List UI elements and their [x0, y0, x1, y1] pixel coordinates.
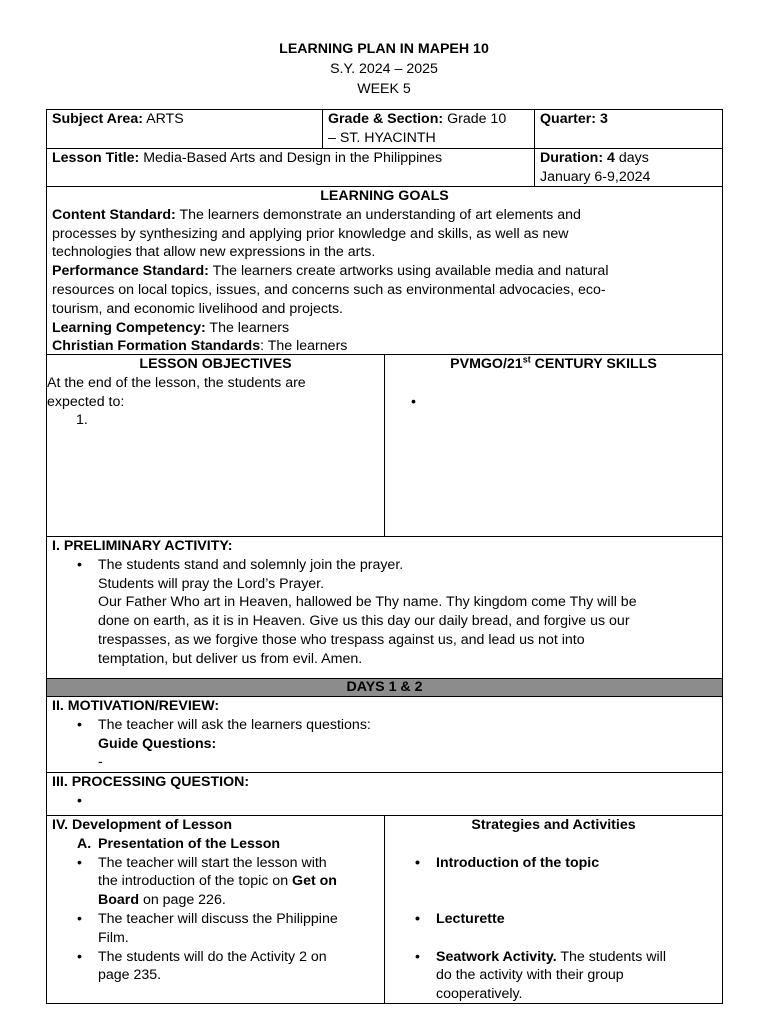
century-skills-cell [384, 354, 723, 537]
skills-heading-a: PVMGO/21 [450, 356, 523, 372]
performance-standard-line: The learners create artworks using available media and natural [212, 263, 609, 280]
grade-value: Grade 10 [447, 111, 507, 127]
preliminary-line: Students will pray the Lord’s Prayer. [98, 575, 325, 592]
learning-competency-label: Learning Competency: [52, 319, 206, 336]
development-text: on page 226. [139, 892, 226, 909]
development-item: • The teacher will start the lesson with [52, 854, 379, 873]
duration-unit: days [618, 150, 649, 166]
seatwork-text: The students will [556, 948, 666, 965]
skills-heading-b: CENTURY SKILLS [530, 356, 657, 372]
learning-goals-cell [46, 186, 723, 355]
lesson-value: Media-Based Arts and Design in the Philippines [143, 150, 443, 166]
grade-label: Grade & Section: [328, 111, 444, 127]
preliminary-heading: I. PRELIMINARY ACTIVITY: [52, 538, 233, 554]
prayer-line: done on earth, as it is in Heaven. Give us this day our daily bread, and forgive us our [98, 613, 630, 630]
week-label: WEEK 5 [357, 81, 411, 97]
lesson-objectives-heading: LESSON OBJECTIVES [139, 356, 292, 372]
quarter-label: Quarter: [540, 111, 596, 127]
motivation-cell [46, 696, 723, 773]
learning-competency-value: The learners [209, 319, 290, 336]
objectives-intro: expected to: [47, 393, 125, 410]
content-standard-line: The learners demonstrate an understanding of art elements and [179, 206, 581, 223]
subject-area-cell [46, 109, 323, 149]
days-bar: DAYS 1 & 2 [46, 678, 723, 697]
strategy-line: do the activity with their group [436, 967, 624, 984]
board-text: Board [98, 892, 139, 909]
content-standard-line: processes by synthesizing and applying prior knowledge and skills, as well as new [52, 225, 569, 242]
development-text: the introduction of the topic on [98, 873, 293, 890]
prayer-line: Our Father Who art in Heaven, hallowed be Thy name. Thy kingdom come Thy will be [98, 594, 637, 611]
performance-standard-label: Performance Standard: [52, 263, 209, 280]
guide-question-dash: - [98, 754, 103, 771]
section-value: – ST. HYACINTH [328, 129, 436, 146]
processing-heading: III. PROCESSING QUESTION: [52, 774, 250, 790]
development-item: • The students will do the Activity 2 on [52, 948, 379, 967]
christian-formation-label: Christian Formation Standards [52, 338, 261, 355]
skills-heading-sup: st [522, 354, 531, 365]
get-on-board-text: Get on [292, 873, 337, 890]
subject-label: Subject Area: [52, 111, 143, 127]
school-year: S.Y. 2024 – 2025 [330, 61, 438, 77]
lesson-objectives-cell [46, 354, 385, 537]
development-line [52, 872, 379, 891]
development-line: Film. [98, 929, 129, 946]
development-heading: IV. Development of Lesson [52, 817, 233, 833]
duration-number: 4 [607, 150, 615, 166]
christian-formation-value: : The learners [260, 338, 348, 355]
development-cell [46, 815, 385, 1004]
development-item: • The teacher will discuss the Philippine [52, 910, 379, 929]
quarter-cell [534, 109, 723, 149]
strategies-heading: Strategies and Activities [471, 817, 636, 833]
performance-standard-line: resources on local topics, issues, and concerns such as environmental advocacies, eco- [52, 281, 606, 298]
plan-title: LEARNING PLAN IN MAPEH 10 [279, 41, 489, 57]
objectives-intro: At the end of the lesson, the students are [47, 374, 306, 391]
content-standard-line: technologies that allow new expressions in the arts. [52, 244, 376, 261]
processing-bullet [52, 792, 717, 811]
lesson-label: Lesson Title: [52, 150, 140, 166]
skills-bullet: • [411, 393, 416, 410]
lesson-title-cell [46, 148, 535, 187]
prayer-line: trespasses, as we forgive those who trespass against us, and lead us not into [98, 631, 585, 648]
century-skills-heading [385, 355, 722, 374]
objective-item-1: 1. [76, 412, 88, 429]
strategy-item [390, 948, 717, 967]
subject-value: ARTS [146, 111, 184, 127]
prayer-line: temptation, but deliver us from evil. Amen. [98, 650, 363, 667]
strategy-item: • Lecturette [390, 910, 717, 929]
motivation-line: • The teacher will ask the learners questions: [52, 716, 717, 735]
quarter-value: 3 [599, 111, 608, 127]
duration-label: Duration: [540, 150, 604, 166]
development-line: page 235. [98, 967, 162, 984]
preliminary-activity-cell [46, 536, 723, 679]
sub-marker: A. [77, 835, 92, 852]
processing-question-cell [46, 772, 723, 816]
performance-standard-line: tourism, and economic livelihood and projects. [52, 300, 343, 317]
strategies-cell [384, 815, 723, 1004]
duration-dates: January 6-9,2024 [540, 168, 651, 185]
preliminary-line: • The students stand and solemnly join the prayer. [52, 556, 717, 575]
duration-cell [534, 148, 723, 187]
learning-goals-heading: LEARNING GOALS [320, 188, 449, 204]
motivation-heading: II. MOTIVATION/REVIEW: [52, 698, 220, 714]
grade-section-cell [322, 109, 535, 149]
guide-questions-label: Guide Questions: [98, 735, 217, 752]
seatwork-label: Seatwork Activity. [436, 948, 557, 965]
sub-heading: Presentation of the Lesson [98, 835, 281, 852]
content-standard-label: Content Standard: [52, 206, 176, 223]
strategy-item: • Introduction of the topic [390, 854, 717, 873]
development-line [52, 891, 379, 910]
strategy-line: cooperatively. [436, 986, 523, 1003]
presentation-subheading [52, 835, 379, 854]
